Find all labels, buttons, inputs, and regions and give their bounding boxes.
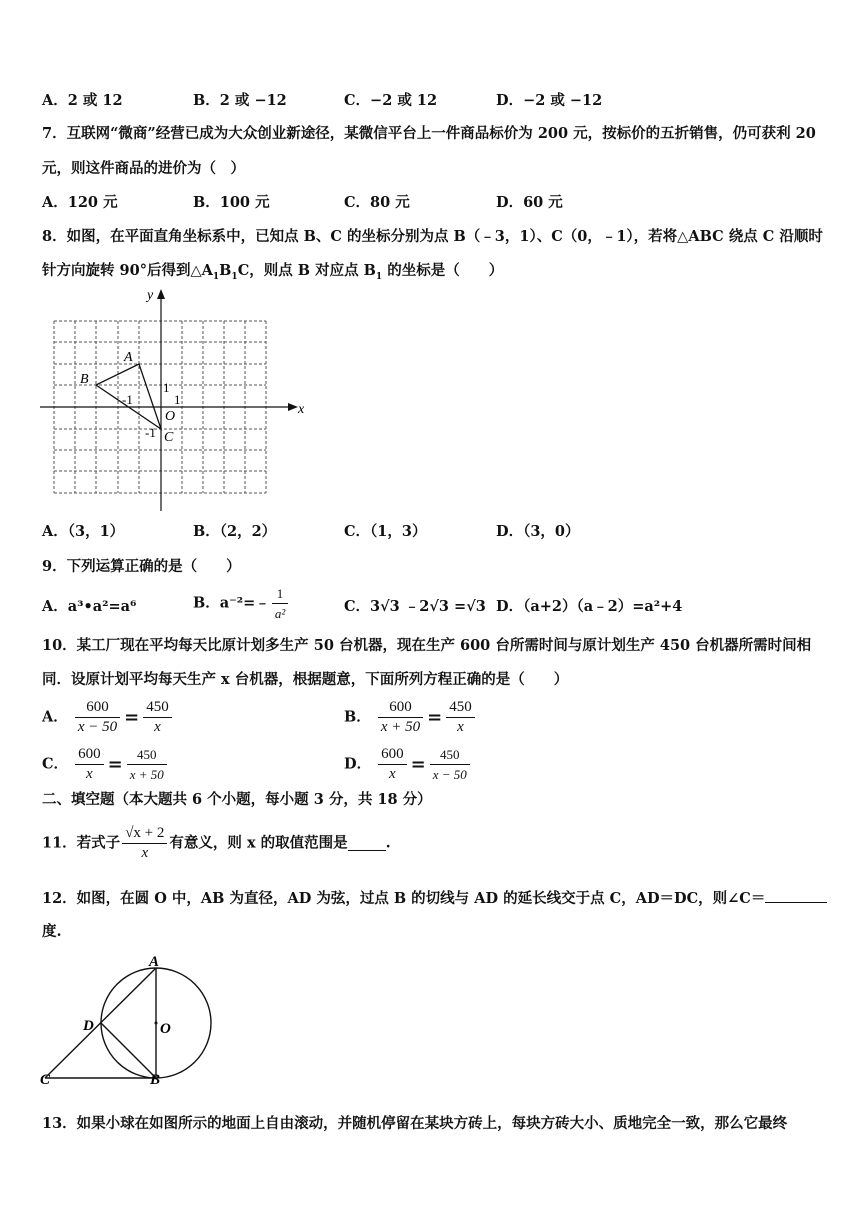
q8-option-d: D．（3，0） xyxy=(496,523,580,540)
q10-option-b: B． $\frac{600}{x + 50}$ = $\frac{450}{x}$ xyxy=(344,698,477,737)
q10-option-c: C． $\frac{600}{x}$ = $\frac{450}{x + 50}$ xyxy=(42,745,169,784)
y-axis-arrow xyxy=(157,289,165,299)
q8-stem-line2: 针方向旋转 90°后得到$\triangle A_1B_1C$，则点 B 对应点 $B_1$ 的坐标是（ ） xyxy=(42,262,504,282)
q10-stem-line2: 同．设原计划平均每天生产 x 台机器，根据题意，下面所列方程正确的是（ ） xyxy=(42,671,569,688)
point-b-label: B xyxy=(150,1072,161,1085)
point-c-label: C xyxy=(40,1072,51,1085)
q9-option-d: D．（a+2）（a﹣2）=a²+4 xyxy=(496,598,683,615)
q11-stem: 11．若式子 $\frac{√x + 2}{x}$ 有意义，则 x 的取值范围是 . xyxy=(42,825,391,861)
point-a-label: A xyxy=(149,954,160,970)
q9-option-b: B．a⁻²=﹣ $\frac{1}{\text{a²}}$ xyxy=(193,584,290,623)
q6-option-c: C．−2 或 12 xyxy=(344,92,438,109)
q11-fraction: $\frac{√x + 2}{x}$ xyxy=(122,824,167,863)
q12-circle-figure xyxy=(35,950,225,1085)
point-o-label: O xyxy=(160,1021,171,1037)
tick-label-x-1: 1 xyxy=(174,392,181,407)
tick-label-y-neg1: -1 xyxy=(145,425,156,440)
q11-answer-blank xyxy=(348,836,386,851)
y-axis-label: y xyxy=(147,288,154,303)
q10-stem-line1: 10．某工厂现在平均每天比原计划多生产 50 台机器，现在生产 600 台所需时间与原计划生产 450 台机器所需时间相 xyxy=(42,637,812,654)
q8-option-a: A．（3，1） xyxy=(42,523,125,540)
x-axis-label: x xyxy=(298,402,305,417)
q8-coordinate-figure xyxy=(30,285,320,515)
q7-option-b: B．100 元 xyxy=(193,194,270,211)
q7-stem-line2: 元，则这件商品的进价为（ ） xyxy=(42,160,245,177)
q10-option-d: D． $\frac{600}{x}$ = $\frac{450}{x - 50}$ xyxy=(344,745,472,784)
q9-stem: 9．下列运算正确的是（ ） xyxy=(42,558,241,575)
tick-label-x-neg1: -1 xyxy=(122,392,133,407)
q8-option-c: C．（1，3） xyxy=(344,523,427,540)
origin-label: O xyxy=(165,409,176,424)
q13-stem-line1: 13．如果小球在如图所示的地面上自由滚动，并随机停留在某块方砖上，每块方砖大小、质地完全一致，那么它最终 xyxy=(42,1115,788,1132)
q12-stem-line2: 度. xyxy=(42,923,62,940)
q6-option-d: D．−2 或 −12 xyxy=(496,92,603,109)
point-c-label: C xyxy=(164,430,174,445)
q6-option-a: A．2 或 12 xyxy=(42,92,123,109)
q8-stem-line1: 8．如图，在平面直角坐标系中，已知点 B、C 的坐标分别为点 B（﹣3，1）、C（0，﹣1），若将△ABC 绕点 C 沿顺时 xyxy=(42,228,823,245)
q8-option-b: B．（2，2） xyxy=(193,523,277,540)
q7-option-c: C．80 元 xyxy=(344,194,410,211)
point-b-label: B xyxy=(80,372,89,387)
q7-option-a: A．120 元 xyxy=(42,194,118,211)
x-axis-arrow xyxy=(288,403,298,411)
point-d-label: D xyxy=(83,1018,94,1034)
q6-option-b: B．2 或 −12 xyxy=(193,92,287,109)
q10-option-a: A． $\frac{600}{x - 50}$ = $\frac{450}{x}$ xyxy=(42,698,174,737)
q12-answer-blank xyxy=(765,888,827,903)
point-a-label: A xyxy=(124,350,133,365)
center-point-o xyxy=(155,1022,158,1025)
tick-label-y-1: 1 xyxy=(163,380,170,395)
q9-option-c: C．3√3 ﹣2√3 =√3 xyxy=(344,598,486,615)
q9-option-a: A．a³•a²=a⁶ xyxy=(42,598,137,615)
q7-option-d: D．60 元 xyxy=(496,194,563,211)
segment-db xyxy=(101,1023,156,1078)
q7-stem-line1: 7．互联网“微商”经营已成为大众创业新途径，某微信平台上一件商品标价为 200 元，按标价的五折销售，仍可获利 20 xyxy=(42,125,816,142)
section-fill-blank-heading: 二、填空题（本大题共 6 个小题，每小题 3 分，共 18 分） xyxy=(42,791,432,808)
q9-b-fraction: $\frac{1}{\text{a²}}$ xyxy=(272,584,288,623)
q12-stem-line1: 12．如图，在圆 O 中，AB 为直径，AD 为弦，过点 B 的切线与 AD 的延长线交于点 C，AD＝DC，则∠C＝ xyxy=(42,888,827,909)
